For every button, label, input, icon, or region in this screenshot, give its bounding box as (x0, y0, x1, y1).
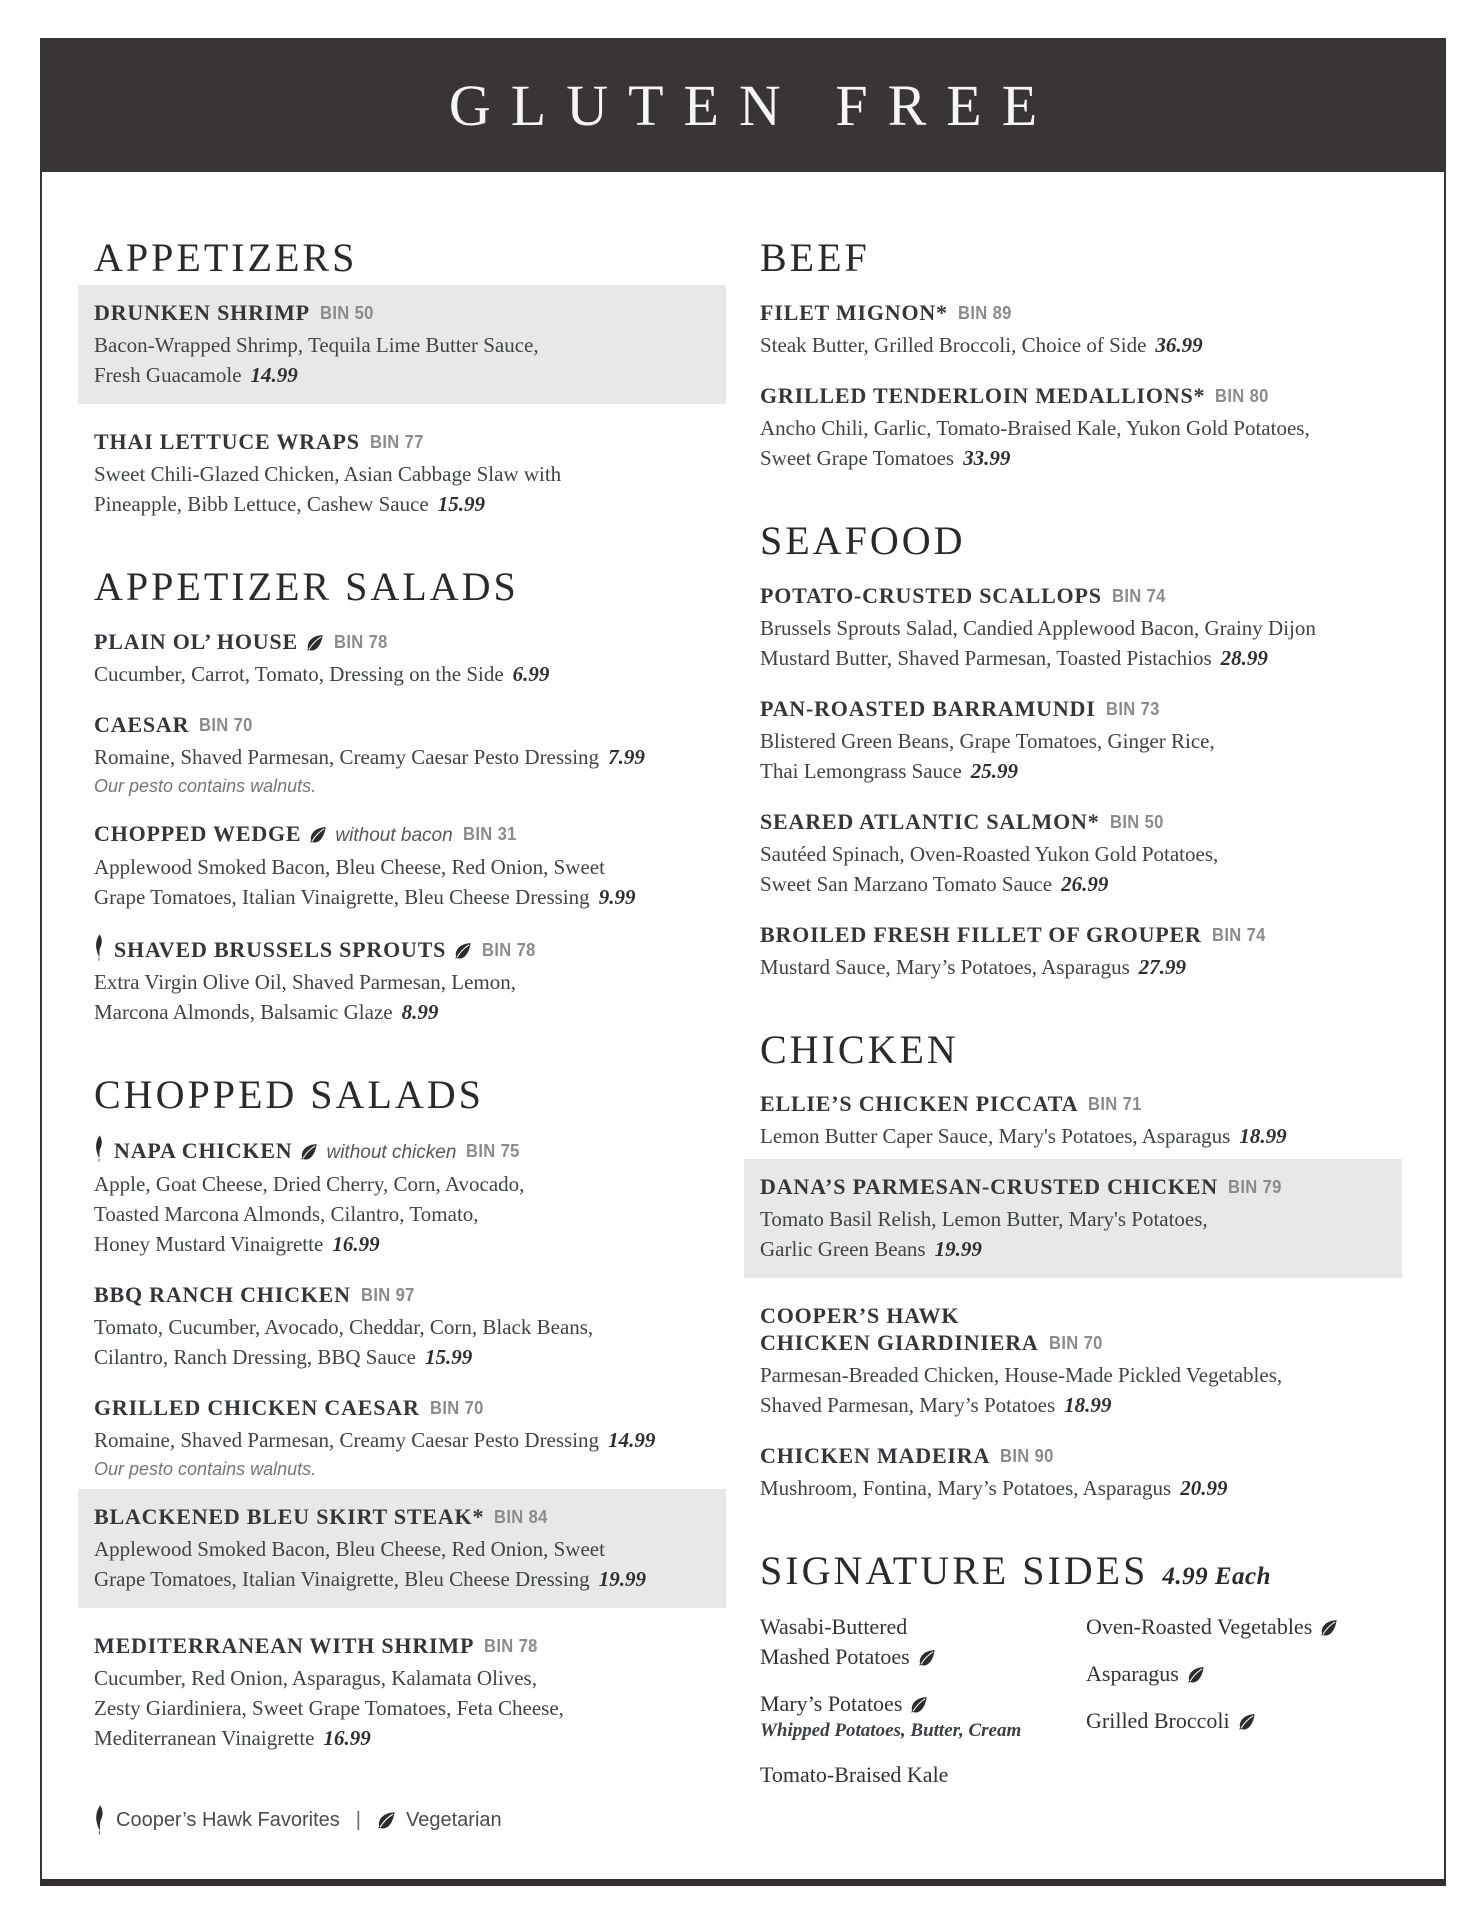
item-description (760, 952, 1390, 982)
item-price: 8.99 (401, 999, 439, 1024)
side-item-line (760, 1642, 1060, 1672)
item-description-line: Sautéed Spinach, Oven-Roasted Yukon Gold Potatoes, (760, 841, 1219, 866)
sides-column (1086, 1612, 1386, 1807)
leaf-icon (377, 1811, 396, 1830)
item-name-row (760, 1173, 1386, 1201)
item-price: 19.99 (598, 1567, 646, 1592)
item-description-line: Mushroom, Fontina, Mary’s Potatoes, Asparagus (760, 1476, 1172, 1501)
item-name-row (760, 1302, 1390, 1329)
menu-item (760, 1302, 1390, 1420)
item-description (94, 1425, 714, 1455)
item-price: 33.99 (963, 445, 1011, 470)
item-bin-label: BIN 89 (957, 302, 1012, 323)
item-price: 14.99 (250, 362, 298, 387)
feather-icon (94, 1805, 106, 1835)
item-price: 6.99 (512, 661, 550, 686)
item-description-line: Cucumber, Red Onion, Asparagus, Kalamata Olives, (94, 1666, 537, 1691)
page-title: GLUTEN FREE (448, 72, 1058, 138)
menu-item (94, 1135, 714, 1259)
item-footnote: Our pesto contains walnuts. (94, 775, 317, 796)
item-description (94, 1534, 710, 1594)
item-bin-label: BIN 90 (1000, 1446, 1054, 1467)
menu-item (760, 382, 1390, 473)
item-name-row (760, 382, 1390, 410)
item-name: ELLIE’S CHICKEN PICCATA (760, 1091, 1079, 1117)
item-bin-label: BIN 84 (494, 1507, 549, 1528)
section-title (94, 1073, 714, 1118)
item-name: GRILLED TENDERLOIN MEDALLIONS* (760, 382, 1206, 408)
item-description (94, 742, 714, 772)
side-item-line (1086, 1612, 1386, 1642)
item-bin-label: BIN 71 (1088, 1094, 1143, 1115)
item-price: 18.99 (1239, 1124, 1287, 1149)
menu-item (744, 1159, 1402, 1278)
menu-body (40, 172, 1446, 1886)
item-bin-label: BIN 78 (333, 631, 388, 652)
item-name: DANA’S PARMESAN-CRUSTED CHICKEN (760, 1174, 1218, 1200)
favorite-feather-icon (94, 934, 105, 961)
vegetarian-leaf-icon (918, 1649, 936, 1667)
favorite-feather-icon (94, 1135, 105, 1162)
vegetarian-leaf-icon (1238, 1713, 1256, 1731)
item-price: 18.99 (1064, 1393, 1112, 1418)
item-description-line: Applewood Smoked Bacon, Bleu Cheese, Red Onion, Sweet (94, 854, 605, 879)
section-title-text: CHICKEN (760, 1026, 959, 1072)
item-description-line: Blistered Green Beans, Grape Tomatoes, Ginger Rice, (760, 728, 1215, 753)
menu-item (760, 808, 1390, 899)
item-description-line: Zesty Giardiniera, Sweet Grape Tomatoes, Feta Cheese, (94, 1696, 564, 1721)
menu-item (760, 1442, 1390, 1503)
item-description-line: Cilantro, Ranch Dressing, BBQ Sauce (94, 1345, 416, 1370)
side-item-line (1086, 1706, 1386, 1736)
section-price-note: 4.99 Each (1162, 1563, 1272, 1591)
item-name-row (94, 1281, 714, 1309)
section-title-text: SEAFOOD (760, 517, 966, 563)
item-description-line: Tomato Basil Relish, Lemon Butter, Mary's Potatoes, (760, 1207, 1208, 1232)
item-name-row (760, 1329, 1390, 1357)
item-name: BROILED FRESH FILLET OF GROUPER (760, 921, 1202, 947)
item-price: 9.99 (598, 884, 636, 909)
item-description-line: Sweet Chili-Glazed Chicken, Asian Cabbage Slaw with (94, 461, 562, 486)
item-price: 14.99 (608, 1428, 656, 1453)
item-name: POTATO-CRUSTED SCALLOPS (760, 582, 1102, 608)
item-name: CHOPPED WEDGE (94, 820, 302, 846)
side-item-line (1086, 1659, 1386, 1689)
side-item-label: Asparagus (1086, 1661, 1179, 1687)
side-item (760, 1612, 1060, 1672)
menu-section (760, 1549, 1390, 1807)
item-name-row (94, 1135, 714, 1166)
item-description (760, 1121, 1390, 1151)
item-bin-label: BIN 74 (1211, 924, 1266, 945)
item-price: 26.99 (1061, 871, 1109, 896)
section-title (760, 236, 1390, 281)
vegetarian-leaf-icon (306, 634, 324, 652)
item-name-row (94, 820, 714, 849)
item-description (760, 413, 1390, 473)
item-description (760, 1360, 1390, 1420)
signature-sides-list (760, 1612, 1390, 1807)
item-description-line: Apple, Goat Cheese, Dried Cherry, Corn, Avocado, (94, 1172, 525, 1197)
item-name: SEARED ATLANTIC SALMON* (760, 808, 1100, 834)
menu-section (94, 1073, 714, 1754)
item-bin-label: BIN 80 (1215, 385, 1270, 406)
side-item-line (760, 1612, 1060, 1642)
item-description (94, 1169, 714, 1259)
item-description-line: Mediterranean Vinaigrette (94, 1726, 315, 1751)
legend-favorites-label: Cooper’s Hawk Favorites (116, 1808, 340, 1831)
menu-section (94, 236, 714, 519)
vegetarian-leaf-icon (454, 942, 472, 960)
item-description-line: Honey Mustard Vinaigrette (94, 1232, 324, 1257)
item-description-line: Pineapple, Bibb Lettuce, Cashew Sauce (94, 491, 429, 516)
item-variant: without chicken (326, 1142, 457, 1164)
section-title-text: CHOPPED SALADS (94, 1071, 484, 1117)
item-name-row (94, 934, 714, 964)
item-description-line: Toasted Marcona Almonds, Cilantro, Tomato, (94, 1202, 479, 1227)
side-item (760, 1760, 1060, 1790)
item-bin-label: BIN 70 (429, 1398, 484, 1419)
item-bin-label: BIN 31 (462, 823, 517, 844)
item-description (94, 330, 710, 390)
menu-item (94, 934, 714, 1027)
side-item-label: Oven-Roasted Vegetables (1086, 1614, 1313, 1640)
item-bin-label: BIN 73 (1105, 698, 1160, 719)
menu-item (760, 921, 1390, 982)
item-description-line: Steak Butter, Grilled Broccoli, Choice of Side (760, 332, 1147, 357)
item-price: 15.99 (424, 1345, 473, 1370)
item-description-line: Grape Tomatoes, Italian Vinaigrette, Bleu Cheese Dressing (94, 884, 590, 909)
item-price: 28.99 (1220, 645, 1268, 670)
section-title (760, 1028, 1390, 1073)
section-title (760, 1549, 1390, 1594)
item-description-line: Fresh Guacamole (94, 362, 242, 387)
side-item (1086, 1706, 1386, 1736)
item-description-line: Lemon Butter Caper Sauce, Mary's Potatoes, Asparagus (760, 1124, 1231, 1149)
item-price: 27.99 (1138, 954, 1187, 979)
item-price: 20.99 (1180, 1476, 1228, 1501)
item-description-line: Applewood Smoked Bacon, Bleu Cheese, Red Onion, Sweet (94, 1537, 605, 1562)
item-description (760, 726, 1390, 786)
item-name: SHAVED BRUSSELS SPROUTS (114, 936, 447, 962)
vegetarian-leaf-icon (1187, 1666, 1205, 1684)
item-name-row (760, 1090, 1390, 1118)
section-title-text: SIGNATURE SIDES (760, 1548, 1149, 1594)
item-name: COOPER’S HAWK (760, 1303, 960, 1329)
item-description (94, 1663, 714, 1753)
item-description (760, 1473, 1390, 1503)
item-price: 15.99 (437, 491, 485, 516)
side-item (760, 1689, 1060, 1743)
item-name: THAI LETTUCE WRAPS (94, 428, 360, 454)
menu-item (78, 1489, 726, 1608)
item-name-row (94, 1394, 714, 1422)
section-title (94, 565, 714, 610)
item-bin-label: BIN 70 (199, 714, 254, 735)
vegetarian-leaf-icon (300, 1143, 318, 1161)
menu-item (94, 711, 714, 798)
item-description-line: Bacon-Wrapped Shrimp, Tequila Lime Butter Sauce, (94, 332, 539, 357)
section-title (94, 236, 714, 281)
item-name-row (760, 921, 1390, 949)
side-item-label: Wasabi-Buttered (760, 1614, 908, 1640)
item-bin-label: BIN 50 (319, 302, 374, 323)
side-item (1086, 1612, 1386, 1642)
item-description (760, 839, 1390, 899)
item-price: 25.99 (970, 758, 1019, 783)
item-description-line: Mustard Sauce, Mary’s Potatoes, Asparagus (760, 954, 1130, 979)
item-description (94, 1312, 714, 1372)
item-bin-label: BIN 50 (1109, 811, 1164, 832)
item-bin-label: BIN 77 (369, 431, 424, 452)
item-name-row (760, 582, 1390, 610)
item-description (94, 659, 714, 689)
item-description (94, 852, 714, 912)
menu-item (94, 1281, 714, 1372)
item-name: PAN-ROASTED BARRAMUNDI (760, 695, 1096, 721)
item-description-line: Shaved Parmesan, Mary’s Potatoes (760, 1393, 1056, 1418)
legend-vegetarian-label: Vegetarian (406, 1808, 502, 1831)
item-name: DRUNKEN SHRIMP (94, 299, 310, 325)
vegetarian-leaf-icon (309, 826, 327, 844)
item-description (94, 459, 714, 519)
item-price: 36.99 (1155, 332, 1203, 357)
section-title-text: APPETIZER SALADS (94, 563, 519, 609)
item-variant: without bacon (335, 824, 453, 846)
legend (94, 1805, 502, 1835)
item-description (760, 613, 1390, 673)
item-name: BBQ RANCH CHICKEN (94, 1282, 351, 1308)
menu-item (760, 695, 1390, 786)
side-item-line (760, 1760, 1060, 1790)
item-name: NAPA CHICKEN (114, 1138, 293, 1164)
item-description (760, 330, 1390, 360)
item-name: CAESAR (94, 711, 190, 737)
side-item-label: Tomato-Braised Kale (760, 1762, 949, 1788)
item-price: 19.99 (934, 1237, 982, 1262)
menu-item (94, 628, 714, 689)
item-description (94, 967, 714, 1027)
item-description-line: Grape Tomatoes, Italian Vinaigrette, Bleu Cheese Dressing (94, 1567, 590, 1592)
side-item-label: Grilled Broccoli (1086, 1708, 1230, 1734)
item-name: CHICKEN GIARDINIERA (760, 1330, 1039, 1356)
item-bin-label: BIN 75 (466, 1141, 521, 1162)
item-name-row (94, 711, 714, 739)
item-name: CHICKEN MADEIRA (760, 1443, 991, 1469)
menu-columns (94, 236, 1390, 1807)
item-description-line: Sweet San Marzano Tomato Sauce (760, 871, 1053, 896)
item-bin-label: BIN 97 (360, 1285, 415, 1306)
section-title-text: APPETIZERS (94, 235, 358, 280)
item-price: 7.99 (608, 744, 645, 769)
item-name: MEDITERRANEAN WITH SHRIMP (94, 1633, 475, 1659)
menu-section (760, 236, 1390, 473)
item-bin-label: BIN 78 (484, 1636, 538, 1657)
item-description-line: Extra Virgin Olive Oil, Shaved Parmesan, Lemon, (94, 969, 516, 994)
item-description-line: Romaine, Shaved Parmesan, Creamy Caesar Pesto Dressing (94, 1428, 600, 1453)
menu-item (94, 428, 714, 519)
item-bin-label: BIN 78 (482, 939, 536, 960)
item-name-row (760, 1442, 1390, 1470)
item-name: BLACKENED BLEU SKIRT STEAK* (94, 1504, 485, 1530)
menu-item (78, 285, 726, 404)
item-footnote: Our pesto contains walnuts. (94, 1459, 317, 1480)
item-description-line: Parmesan-Breaded Chicken, House-Made Pickled Vegetables, (760, 1363, 1283, 1388)
side-item-label: Mary’s Potatoes (760, 1691, 903, 1717)
item-price: 16.99 (332, 1232, 380, 1257)
section-title (760, 519, 1390, 564)
side-item-label: Mashed Potatoes (760, 1644, 910, 1670)
item-name-row (94, 1632, 714, 1660)
item-name: FILET MIGNON* (760, 299, 948, 325)
item-name-row (94, 428, 714, 456)
item-description-line: Ancho Chili, Garlic, Tomato-Braised Kale, Yukon Gold Potatoes, (760, 415, 1310, 440)
item-name-row (94, 628, 714, 656)
item-name-row (760, 808, 1390, 836)
menu-column-right (760, 236, 1390, 1807)
menu-item (760, 1090, 1390, 1151)
item-name-row (760, 695, 1390, 723)
sides-column (760, 1612, 1060, 1807)
item-description-line: Brussels Sprouts Salad, Candied Applewood Bacon, Grainy Dijon (760, 615, 1316, 640)
menu-item (94, 1394, 714, 1481)
item-name: GRILLED CHICKEN CAESAR (94, 1395, 420, 1421)
item-description-line: Marcona Almonds, Balsamic Glaze (94, 999, 393, 1024)
menu-item (94, 820, 714, 912)
item-bin-label: BIN 79 (1227, 1177, 1282, 1198)
item-description-line: Cucumber, Carrot, Tomato, Dressing on the Side (94, 661, 504, 686)
vegetarian-leaf-icon (910, 1696, 928, 1714)
item-description-line: Garlic Green Beans (760, 1237, 926, 1262)
side-item-note: Whipped Potatoes, Butter, Cream (760, 1720, 1022, 1742)
item-bin-label: BIN 74 (1111, 585, 1166, 606)
item-description-line: Mustard Butter, Shaved Parmesan, Toasted Pistachios (760, 645, 1212, 670)
item-name-row (94, 1503, 710, 1531)
menu-column-left (94, 236, 714, 1807)
item-description-line: Romaine, Shaved Parmesan, Creamy Caesar Pesto Dressing (94, 744, 600, 769)
item-description-line: Thai Lemongrass Sauce (760, 758, 962, 783)
item-description (760, 1204, 1386, 1264)
menu-item (94, 1632, 714, 1753)
item-name-row (760, 299, 1390, 327)
menu-section (760, 1028, 1390, 1504)
menu-banner (40, 38, 1446, 172)
item-description-line: Tomato, Cucumber, Avocado, Cheddar, Corn, Black Beans, (94, 1315, 594, 1340)
menu-section (94, 565, 714, 1027)
item-description-line: Sweet Grape Tomatoes (760, 445, 955, 470)
section-title-text: BEEF (760, 235, 870, 280)
item-bin-label: BIN 70 (1048, 1333, 1103, 1354)
vegetarian-leaf-icon (1320, 1619, 1338, 1637)
menu-item (760, 582, 1390, 673)
item-name-row (94, 299, 710, 327)
side-item-line (760, 1689, 1060, 1719)
side-item (1086, 1659, 1386, 1689)
legend-divider: | (355, 1808, 361, 1831)
item-name: PLAIN OL’ HOUSE (94, 628, 298, 654)
menu-section (760, 519, 1390, 982)
item-price: 16.99 (323, 1726, 371, 1751)
menu-item (760, 299, 1390, 360)
